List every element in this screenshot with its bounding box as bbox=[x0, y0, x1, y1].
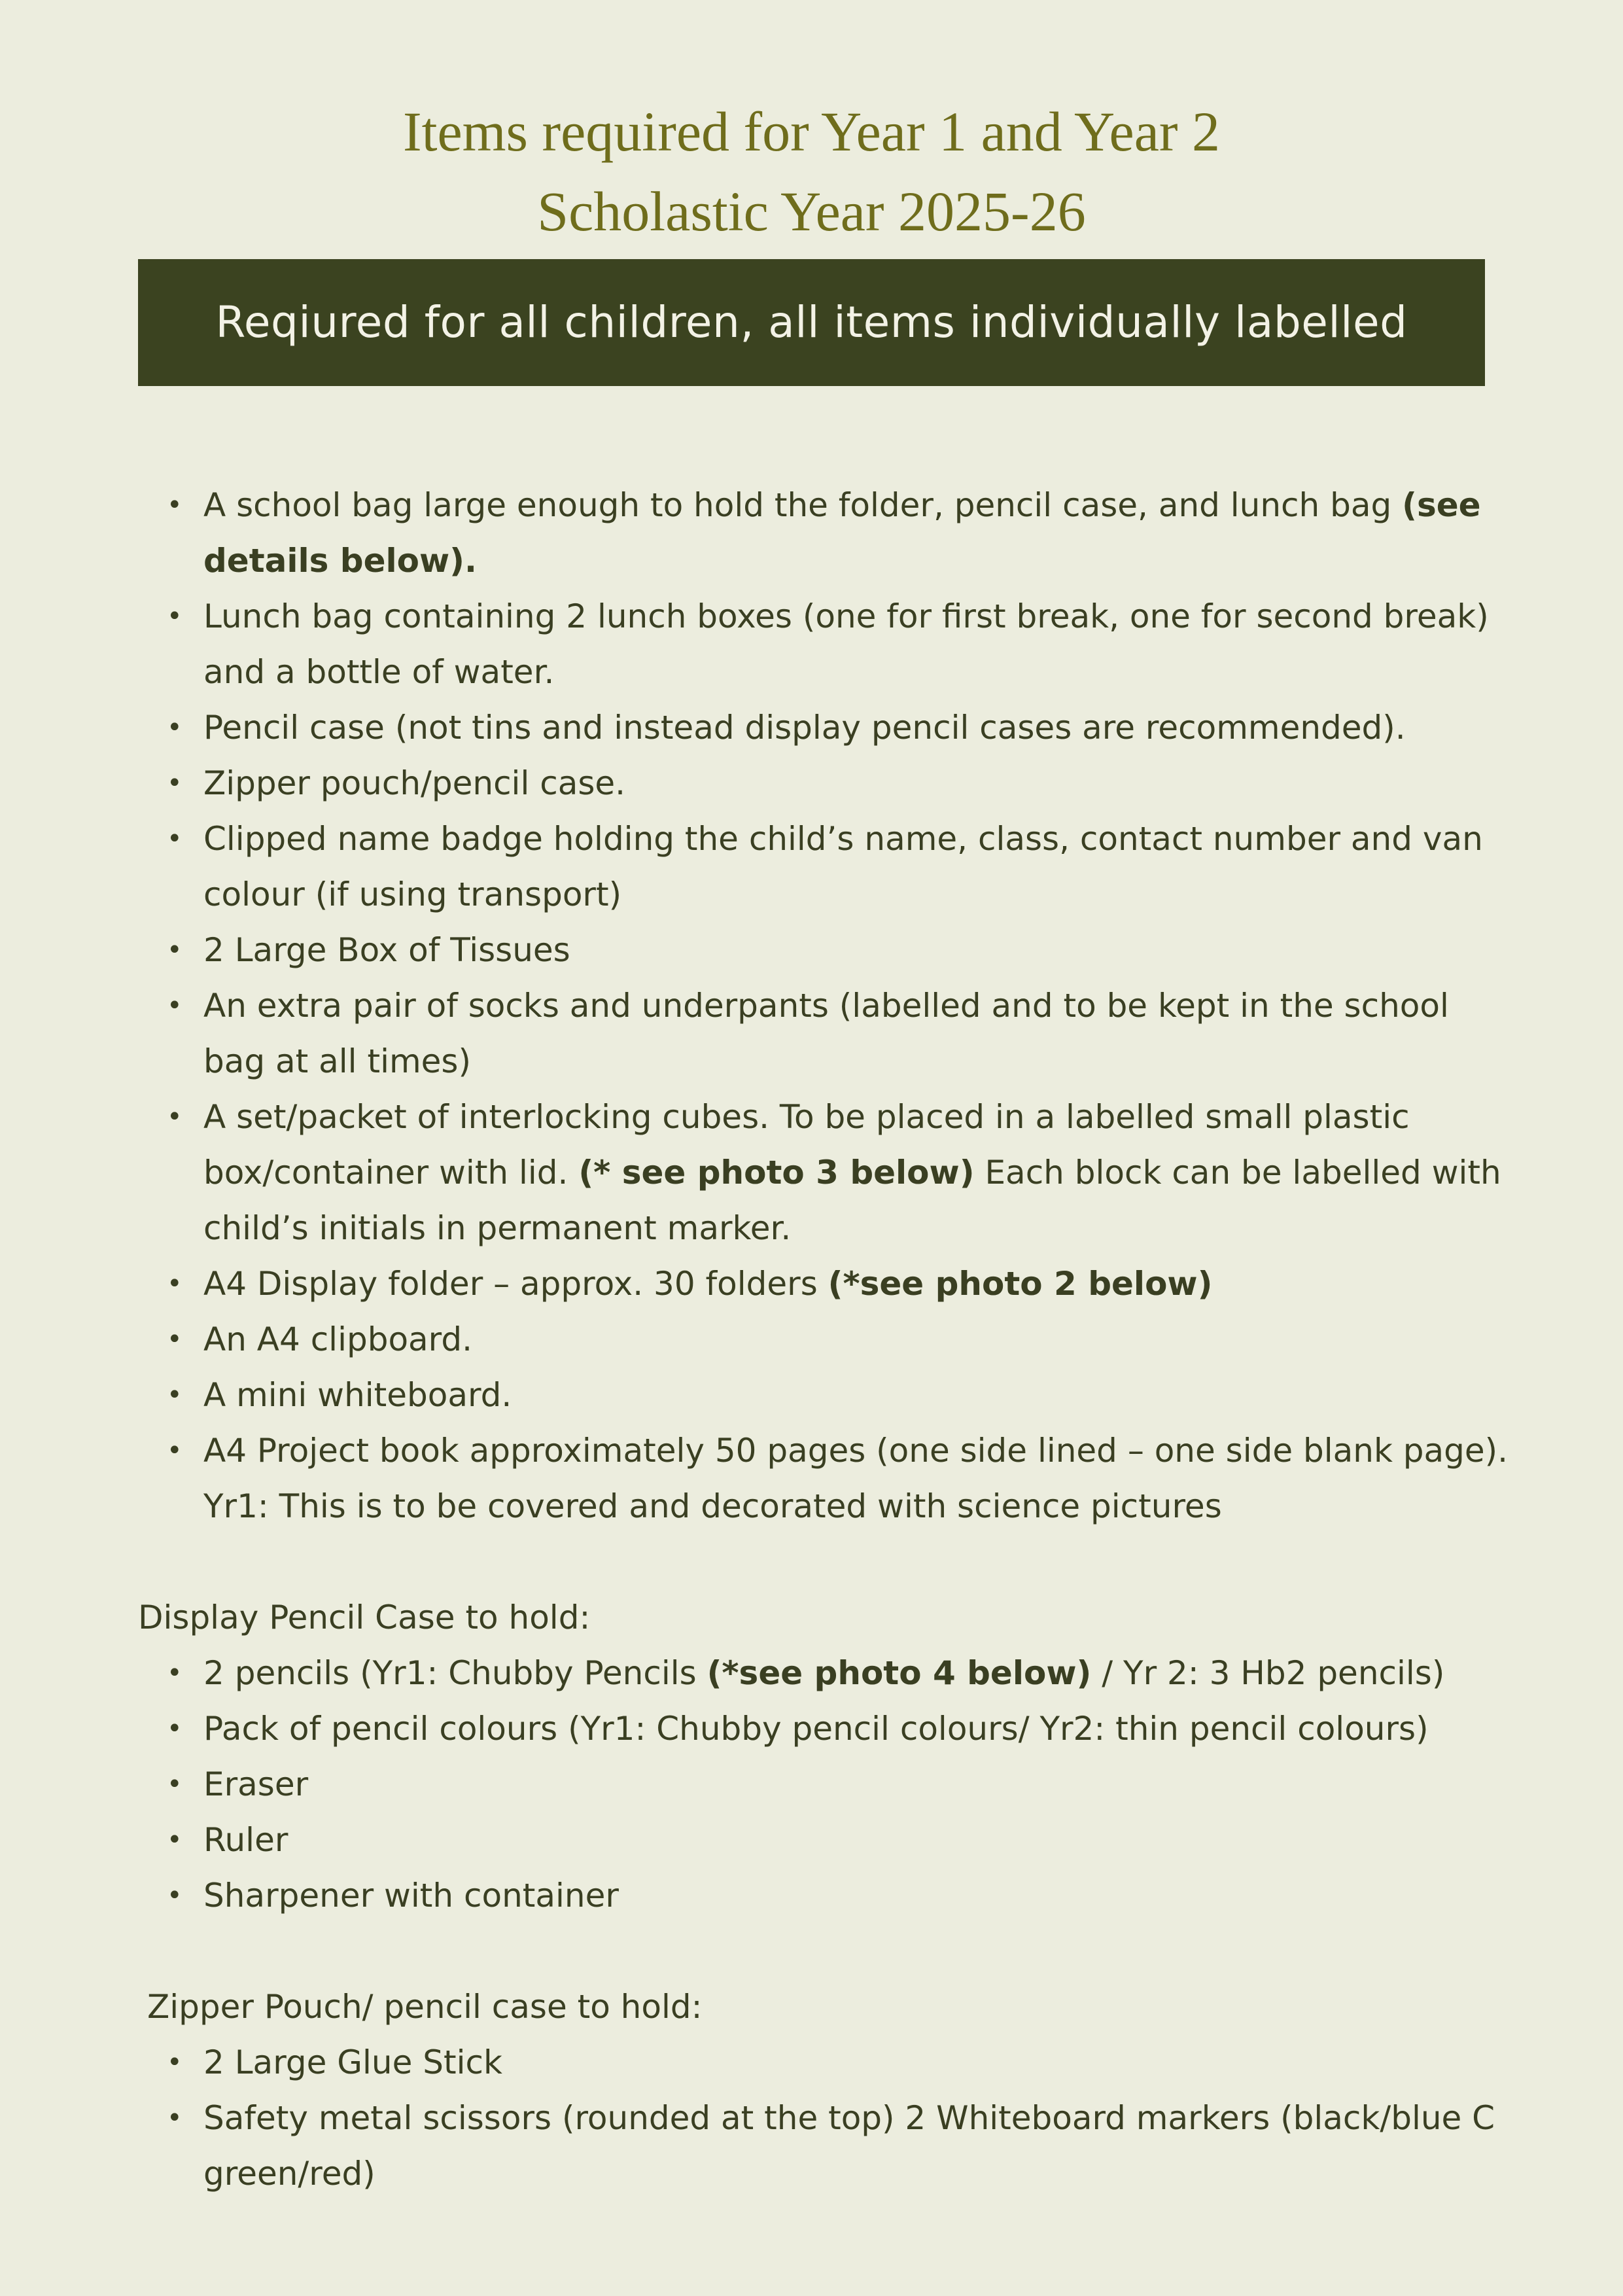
bullet-icon: • bbox=[167, 1324, 183, 1354]
list-item bbox=[138, 811, 1512, 923]
bullet-icon: • bbox=[167, 713, 183, 743]
title-line-2: Scholastic Year 2025-26 bbox=[537, 180, 1086, 243]
bullet-icon: • bbox=[167, 1102, 183, 1132]
bullet-icon: • bbox=[167, 1380, 183, 1410]
item-text: Each block can be labelled with child’s initials in permanent marker. bbox=[203, 1154, 1501, 1247]
list-item bbox=[138, 1701, 1512, 1757]
list-item bbox=[138, 2091, 1512, 2202]
list-item bbox=[138, 978, 1512, 1089]
bullet-icon: • bbox=[167, 935, 183, 965]
item-text: Pencil case (not tins and instead display pencil cases are recommended). bbox=[203, 709, 1406, 747]
item-text: Safety metal scissors (rounded at the top) 2 Whiteboard markers (black/blue C green/red) bbox=[203, 2099, 1495, 2193]
item-text: A school bag large enough to hold the folder, pencil case, and lunch bag bbox=[203, 486, 1403, 524]
display-case-heading: Display Pencil Case to hold: bbox=[138, 1598, 591, 1636]
bullet-icon: • bbox=[167, 768, 183, 798]
item-text: A4 Display folder – approx. 30 folders bbox=[203, 1265, 828, 1303]
list-item bbox=[138, 2035, 1512, 2091]
list-item bbox=[138, 923, 1512, 978]
list-item bbox=[138, 1757, 1512, 1812]
bullet-icon: • bbox=[167, 1769, 183, 1799]
list-item bbox=[138, 1423, 1512, 1534]
document-title bbox=[0, 92, 1623, 251]
item-text: 2 pencils (Yr1: Chubby Pencils bbox=[203, 1654, 707, 1692]
zipper-pouch-list bbox=[138, 2035, 1512, 2202]
list-item bbox=[138, 1812, 1512, 1868]
bullet-icon: • bbox=[167, 1881, 183, 1911]
bullet-icon: • bbox=[167, 1714, 183, 1744]
item-text: / Yr 2: 3 Hb2 pencils) bbox=[1091, 1654, 1445, 1692]
item-text: Pack of pencil colours (Yr1: Chubby pencil colours/ Yr2: thin pencil colours) bbox=[203, 1710, 1429, 1748]
bullet-icon: • bbox=[167, 1436, 183, 1466]
item-text: 2 Large Box of Tissues bbox=[203, 931, 570, 969]
item-text: Zipper pouch/pencil case. bbox=[203, 764, 626, 802]
list-item bbox=[138, 1646, 1512, 1701]
bullet-icon: • bbox=[167, 824, 183, 854]
item-text: An A4 clipboard. bbox=[203, 1320, 472, 1358]
bullet-icon: • bbox=[167, 1269, 183, 1299]
item-text: 2 Large Glue Stick bbox=[203, 2043, 502, 2081]
bold-reference: (see details below). bbox=[203, 486, 1481, 580]
bullet-icon: • bbox=[167, 991, 183, 1021]
item-text: An extra pair of socks and underpants (labelled and to be kept in the school bag at all times) bbox=[203, 987, 1449, 1080]
list-item bbox=[138, 1868, 1512, 1924]
item-text: Ruler bbox=[203, 1821, 288, 1859]
list-item bbox=[138, 1312, 1512, 1368]
list-item bbox=[138, 756, 1512, 811]
bold-reference: (*see photo 2 below) bbox=[828, 1265, 1213, 1303]
bold-reference: (*see photo 4 below) bbox=[707, 1654, 1092, 1692]
item-text: Lunch bag containing 2 lunch boxes (one for first break, one for second break) and a bottle of water. bbox=[203, 597, 1489, 691]
bullet-icon: • bbox=[167, 2103, 183, 2133]
list-item bbox=[138, 1256, 1512, 1312]
item-text: Eraser bbox=[203, 1765, 309, 1803]
zipper-pouch-heading: Zipper Pouch/ pencil case to hold: bbox=[147, 1988, 703, 2026]
main-items-list bbox=[138, 478, 1512, 1534]
bullet-icon: • bbox=[167, 2047, 183, 2077]
item-text: A mini whiteboard. bbox=[203, 1376, 512, 1414]
item-text: A set/packet of interlocking cubes. To be placed in a labelled small plastic box/container with lid. bbox=[203, 1098, 1410, 1192]
bullet-icon: • bbox=[167, 1825, 183, 1855]
list-item bbox=[138, 478, 1512, 589]
list-item bbox=[138, 1089, 1512, 1256]
document-content bbox=[138, 478, 1512, 2202]
requirement-banner: Reqiured for all children, all items individually labelled bbox=[138, 259, 1485, 386]
item-text: A4 Project book approximately 50 pages (one side lined – one side blank page). Yr1: This is to be covered and decorated with science pictures bbox=[203, 1432, 1509, 1525]
bullet-icon: • bbox=[167, 490, 183, 520]
item-text: Clipped name badge holding the child’s name, class, contact number and van colour (if using transport) bbox=[203, 820, 1483, 913]
list-item bbox=[138, 700, 1512, 756]
display-case-list bbox=[138, 1646, 1512, 1924]
bullet-icon: • bbox=[167, 1658, 183, 1688]
list-item bbox=[138, 589, 1512, 700]
bold-reference: (* see photo 3 below) bbox=[578, 1154, 975, 1192]
bullet-icon: • bbox=[167, 601, 183, 631]
item-text: Sharpener with container bbox=[203, 1877, 619, 1915]
list-item bbox=[138, 1368, 1512, 1423]
title-line-1: Items required for Year 1 and Year 2 bbox=[402, 100, 1221, 163]
